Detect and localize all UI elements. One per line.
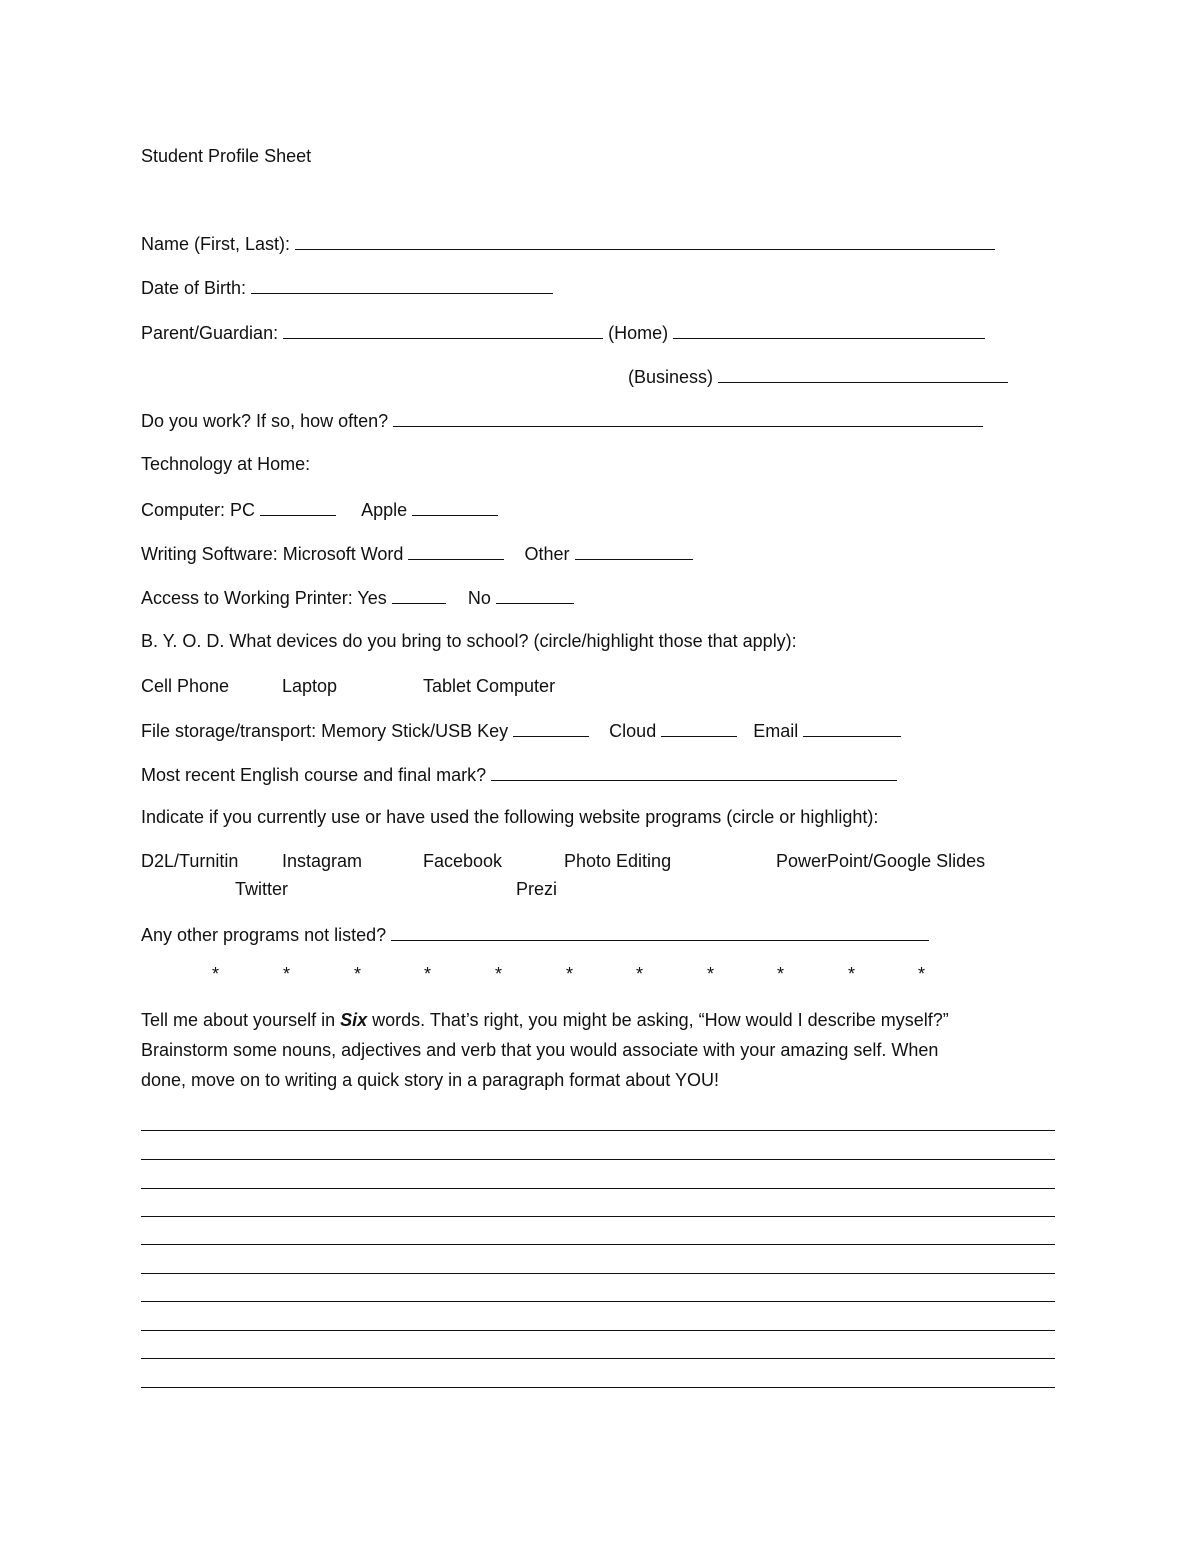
writing-line[interactable]: [141, 1387, 1055, 1388]
printer-row: [141, 586, 574, 609]
page-title: Student Profile Sheet: [141, 146, 312, 166]
tech-heading: Technology at Home:: [141, 454, 311, 474]
program-option[interactable]: PowerPoint/Google Slides: [776, 851, 986, 871]
usb-field[interactable]: [513, 719, 589, 737]
parent-field[interactable]: [283, 321, 603, 339]
program-option[interactable]: Instagram: [282, 851, 363, 871]
pc-field[interactable]: [260, 498, 336, 516]
printer-label: Access to Working Printer: Yes: [141, 588, 387, 608]
six-emphasis: Six: [340, 1010, 368, 1030]
parent-row: [141, 321, 985, 344]
device-option[interactable]: Cell Phone: [141, 676, 230, 696]
printer-no-field[interactable]: [496, 586, 574, 604]
parent-label: Parent/Guardian:: [141, 323, 279, 343]
separator-star: *: [495, 964, 503, 984]
prompt-line-1: [141, 1005, 1061, 1035]
computer-row: [141, 498, 498, 521]
device-option[interactable]: Laptop: [282, 676, 338, 696]
work-row: [141, 409, 983, 432]
program-option[interactable]: D2L/Turnitin: [141, 851, 239, 871]
writing-line[interactable]: [141, 1216, 1055, 1217]
writing-line[interactable]: [141, 1358, 1055, 1359]
business-phone-label: (Business): [628, 367, 714, 387]
email-label: Email: [753, 721, 799, 741]
program-option[interactable]: Prezi: [516, 879, 558, 899]
program-option[interactable]: Twitter: [235, 879, 289, 899]
separator-star: *: [212, 964, 220, 984]
other-programs-row: [141, 923, 929, 946]
work-field[interactable]: [393, 409, 983, 427]
separator-star: *: [354, 964, 362, 984]
separator-star: *: [918, 964, 926, 984]
prompt-text: Tell me about yourself in: [141, 1010, 341, 1030]
dob-field[interactable]: [251, 276, 553, 294]
separator-star: *: [707, 964, 715, 984]
other-software-label: Other: [524, 544, 570, 564]
separator-star: *: [283, 964, 291, 984]
cloud-field[interactable]: [661, 719, 737, 737]
writing-software-label: Writing Software: Microsoft Word: [141, 544, 404, 564]
apple-label: Apple: [361, 500, 408, 520]
dob-label: Date of Birth:: [141, 278, 247, 298]
writing-line[interactable]: [141, 1301, 1055, 1302]
english-label: Most recent English course and final mark?: [141, 765, 487, 785]
other-software-field[interactable]: [575, 542, 693, 560]
separator-star: *: [777, 964, 785, 984]
writing-line[interactable]: [141, 1244, 1055, 1245]
business-phone-field[interactable]: [718, 365, 1008, 383]
work-label: Do you work? If so, how often?: [141, 411, 389, 431]
name-label: Name (First, Last):: [141, 234, 291, 254]
device-option[interactable]: Tablet Computer: [423, 676, 556, 696]
email-field[interactable]: [803, 719, 901, 737]
dob-row: [141, 276, 553, 299]
home-phone-label: (Home): [608, 323, 669, 343]
prompt-line-3: done, move on to writing a quick story in a paragraph format about YOU!: [141, 1070, 719, 1090]
other-programs-field[interactable]: [391, 923, 929, 941]
writing-row: [141, 542, 693, 565]
english-field[interactable]: [491, 763, 897, 781]
separator-star: *: [636, 964, 644, 984]
storage-label: File storage/transport: Memory Stick/USB Key: [141, 721, 509, 741]
word-field[interactable]: [408, 542, 504, 560]
apple-field[interactable]: [412, 498, 498, 516]
separator-star: *: [424, 964, 432, 984]
writing-line[interactable]: [141, 1130, 1055, 1131]
prompt-line-2: Brainstorm some nouns, adjectives and verb that you would associate with your amazing self. When: [141, 1040, 939, 1060]
program-option[interactable]: Photo Editing: [564, 851, 672, 871]
program-option[interactable]: Facebook: [423, 851, 503, 871]
name-row: [141, 232, 995, 255]
programs-label: Indicate if you currently use or have used the following website programs (circle or highlight):: [141, 807, 879, 827]
english-row: [141, 763, 897, 786]
printer-no-label: No: [467, 588, 491, 608]
other-programs-label: Any other programs not listed?: [141, 925, 387, 945]
writing-line[interactable]: [141, 1273, 1055, 1274]
name-field[interactable]: [295, 232, 995, 250]
storage-row: [141, 719, 901, 742]
business-row: [628, 365, 1008, 388]
six-words-prompt: [141, 1005, 1061, 1095]
separator-star: *: [566, 964, 574, 984]
prompt-text: words. That’s right, you might be asking, “How would I describe myself?”: [367, 1010, 949, 1030]
home-phone-field[interactable]: [673, 321, 985, 339]
separator-star: *: [848, 964, 856, 984]
writing-line[interactable]: [141, 1330, 1055, 1331]
writing-line[interactable]: [141, 1159, 1055, 1160]
printer-yes-field[interactable]: [392, 586, 446, 604]
computer-pc-label: Computer: PC: [141, 500, 256, 520]
cloud-label: Cloud: [609, 721, 657, 741]
byod-label: B. Y. O. D. What devices do you bring to school? (circle/highlight those that apply):: [141, 631, 797, 651]
writing-line[interactable]: [141, 1188, 1055, 1189]
